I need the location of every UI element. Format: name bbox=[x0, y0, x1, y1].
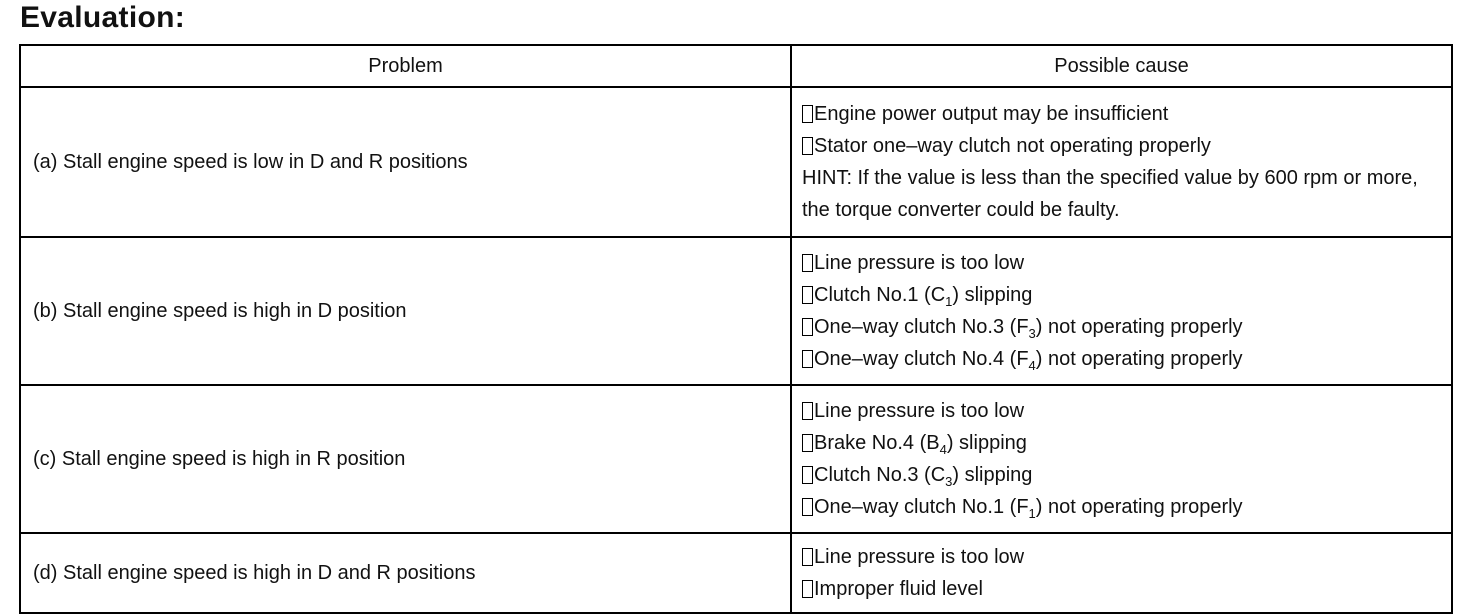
table-row bbox=[20, 237, 1452, 385]
cause-text-pre: Clutch No.3 (C bbox=[814, 464, 946, 486]
causes-cell bbox=[791, 533, 1452, 613]
cause-item bbox=[802, 311, 1441, 343]
cause-text: Line pressure is too low bbox=[814, 546, 1025, 568]
header-possible-cause: Possible cause bbox=[791, 45, 1452, 87]
problem-cell: (a) Stall engine speed is low in D and R positions bbox=[20, 87, 791, 237]
cause-subscript: 3 bbox=[1028, 326, 1036, 341]
cause-text: Engine power output may be insufficient bbox=[814, 103, 1169, 125]
cause-text-post: ) not operating properly bbox=[1035, 316, 1243, 338]
cause-text-post: ) not operating properly bbox=[1035, 348, 1243, 370]
causes-cell bbox=[791, 237, 1452, 385]
cause-item bbox=[802, 343, 1441, 375]
evaluation-table bbox=[19, 44, 1453, 614]
cause-text: Improper fluid level bbox=[814, 578, 983, 600]
checkbox-glyph bbox=[802, 498, 813, 516]
problem-cell: (d) Stall engine speed is high in D and R positions bbox=[20, 533, 791, 613]
cause-subscript: 1 bbox=[1028, 506, 1036, 521]
table-row bbox=[20, 87, 1452, 237]
checkbox-glyph bbox=[802, 434, 813, 452]
header-row bbox=[20, 45, 1452, 87]
cause-text-pre: One–way clutch No.1 (F bbox=[814, 496, 1029, 518]
cause-text-pre: One–way clutch No.3 (F bbox=[814, 316, 1029, 338]
cause-item bbox=[802, 459, 1441, 491]
cause-item bbox=[802, 541, 1441, 573]
cause-text-post: ) not operating properly bbox=[1035, 496, 1243, 518]
cause-item bbox=[802, 491, 1441, 523]
causes-cell bbox=[791, 385, 1452, 533]
problem-cell: (c) Stall engine speed is high in R position bbox=[20, 385, 791, 533]
cause-text-pre: Clutch No.1 (C bbox=[814, 284, 946, 306]
cause-text: Stator one–way clutch not operating properly bbox=[814, 135, 1211, 157]
cause-text-post: ) slipping bbox=[946, 432, 1027, 454]
cause-text: Line pressure is too low bbox=[814, 252, 1025, 274]
checkbox-glyph bbox=[802, 286, 813, 304]
cause-item bbox=[802, 573, 1441, 605]
checkbox-glyph bbox=[802, 318, 813, 336]
hint-text: HINT: If the value is less than the specified value by 600 rpm or more, the torque converter could be faulty. bbox=[802, 167, 1418, 221]
table-row bbox=[20, 533, 1452, 613]
checkbox-glyph bbox=[802, 466, 813, 484]
causes-cell bbox=[791, 87, 1452, 237]
checkbox-glyph bbox=[802, 137, 813, 155]
cause-item bbox=[802, 427, 1441, 459]
checkbox-glyph bbox=[802, 548, 813, 566]
page-heading: Evaluation: bbox=[20, 1, 185, 34]
checkbox-glyph bbox=[802, 580, 813, 598]
checkbox-glyph bbox=[802, 105, 813, 123]
cause-item bbox=[802, 98, 1441, 130]
cause-item bbox=[802, 247, 1441, 279]
checkbox-glyph bbox=[802, 254, 813, 272]
cause-item bbox=[802, 130, 1441, 162]
cause-text-post: ) slipping bbox=[952, 284, 1033, 306]
cause-text-post: ) slipping bbox=[952, 464, 1033, 486]
cause-item bbox=[802, 395, 1441, 427]
cause-subscript: 1 bbox=[945, 294, 953, 309]
cause-subscript: 3 bbox=[945, 474, 953, 489]
checkbox-glyph bbox=[802, 402, 813, 420]
cause-text-pre: Brake No.4 (B bbox=[814, 432, 940, 454]
cause-subscript: 4 bbox=[939, 442, 947, 457]
cause-subscript: 4 bbox=[1028, 358, 1036, 373]
table-row bbox=[20, 385, 1452, 533]
cause-item bbox=[802, 279, 1441, 311]
cause-text-pre: One–way clutch No.4 (F bbox=[814, 348, 1029, 370]
problem-cell: (b) Stall engine speed is high in D position bbox=[20, 237, 791, 385]
checkbox-glyph bbox=[802, 350, 813, 368]
cause-text: Line pressure is too low bbox=[814, 400, 1025, 422]
header-problem: Problem bbox=[20, 45, 791, 87]
